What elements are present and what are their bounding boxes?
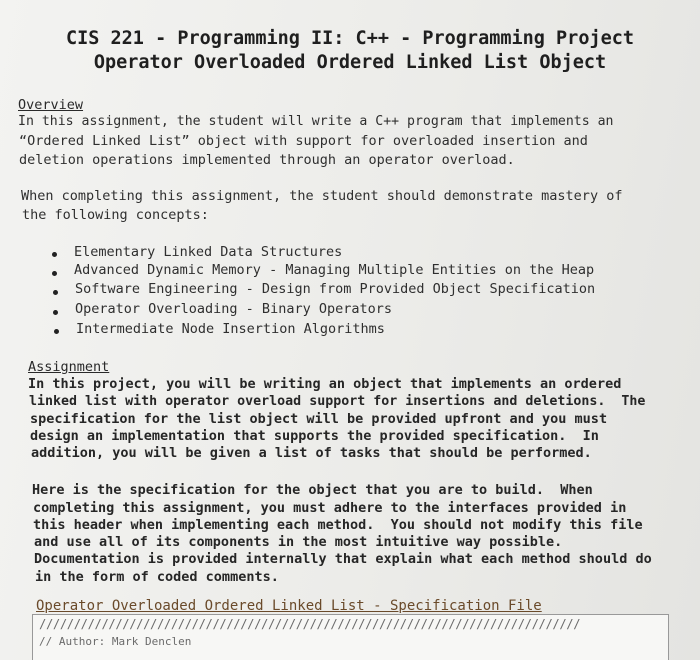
assignment-heading: Assignment xyxy=(28,359,110,375)
spec-intro-line: Documentation is provided internally that explain what each method should do xyxy=(34,551,652,567)
bullet-icon xyxy=(53,290,58,295)
assignment-line: specification for the list object will be provided upfront and you must xyxy=(30,411,608,427)
spec-intro-line: in the form of coded comments. xyxy=(35,569,279,585)
code-block xyxy=(32,614,669,660)
concept-label: Software Engineering - Design from Provided Object Specification xyxy=(75,281,596,297)
spec-intro-line: completing this assignment, you must adhere to the interfaces provided in xyxy=(33,500,627,516)
spec-file-heading: Operator Overloaded Ordered Linked List - Specification File xyxy=(36,598,542,614)
bullet-icon xyxy=(54,329,59,334)
assignment-line: In this project, you will be writing an object that implements an ordered xyxy=(28,376,622,392)
spec-intro-line: this header when implementing each method. You should not modify this file xyxy=(33,517,643,533)
bullet-icon xyxy=(52,252,57,257)
spec-intro-line: and use all of its components in the most intuitive way possible. xyxy=(34,534,563,550)
overview-line: “Ordered Linked List” object with support for overloaded insertion and xyxy=(19,133,588,149)
overview-heading: Overview xyxy=(18,97,84,113)
concept-label: Advanced Dynamic Memory - Managing Multiple Entities on the Heap xyxy=(74,262,595,278)
overview-line: In this assignment, the student will write a C++ program that implements an xyxy=(18,114,614,129)
assignment-line: design an implementation that supports the provided specification. In xyxy=(30,428,599,444)
code-line: // Author: Mark Denclen xyxy=(39,635,192,648)
concept-label: Elementary Linked Data Structures xyxy=(74,244,343,260)
bullet-icon xyxy=(53,310,58,315)
assignment-line: addition, you will be given a list of tasks that should be performed. xyxy=(31,445,592,461)
assignment-line: linked list with operator overload support for insertions and deletions. The xyxy=(29,394,646,409)
page-title: CIS 221 - Programming II: C++ - Programming Project xyxy=(65,28,635,49)
mastery-line: When completing this assignment, the student should demonstrate mastery of xyxy=(21,188,623,204)
concept-label: Intermediate Node Insertion Algorithms xyxy=(76,321,385,337)
page-subtitle: Operator Overloaded Ordered Linked List Object xyxy=(93,52,607,73)
code-line: ////////////////////////////////////////////////////////////////////////////// xyxy=(39,617,581,631)
concept-label: Operator Overloading - Binary Operators xyxy=(75,301,392,317)
spec-intro-line: Here is the specification for the object that you are to build. When xyxy=(32,482,593,498)
mastery-line: the following concepts: xyxy=(22,207,209,223)
bullet-icon xyxy=(52,271,57,276)
overview-line: deletion operations implemented through an operator overload. xyxy=(19,152,515,168)
